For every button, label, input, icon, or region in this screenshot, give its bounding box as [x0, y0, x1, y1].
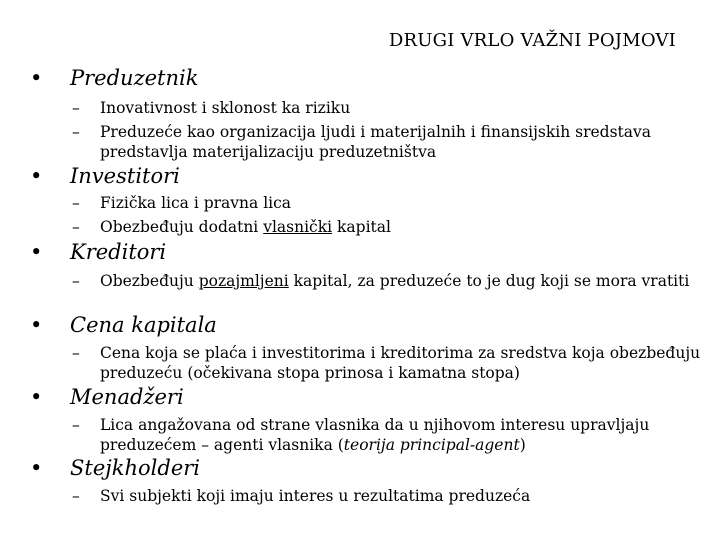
sub-item	[72, 343, 702, 383]
text-run: Lica angažovana od strane vlasnika da u njihovom interesu upravljaju preduzećem – agenti vlasnika (	[100, 416, 650, 454]
dash-icon: –	[72, 272, 80, 290]
topic-investitori	[30, 164, 180, 188]
sub-item-text: Inovativnost i sklonost ka riziku	[100, 99, 351, 117]
sub-item-text	[72, 415, 702, 455]
sub-item	[72, 98, 702, 118]
topic-heading: Menadžeri	[70, 385, 184, 409]
topic-stejkholderi	[30, 456, 200, 480]
text-run: Obezbeđuju	[100, 272, 199, 290]
underlined-term: vlasnički	[263, 218, 333, 236]
underlined-term: pozajmljeni	[198, 272, 289, 290]
dash-icon: –	[72, 123, 80, 141]
dash-icon: –	[72, 218, 80, 236]
sub-item-text	[72, 217, 702, 237]
topic-heading: Kreditori	[70, 240, 167, 264]
sub-item-text: Cena koja se plaća i investitorima i kreditorima za sredstva koja obezbeđuju preduzeću (očekivana stopa prinosa i kamatna stopa)	[100, 344, 701, 382]
text-run: )	[519, 436, 526, 454]
bullet-icon: •	[30, 385, 43, 409]
dash-icon: –	[72, 344, 80, 362]
sub-item	[72, 122, 702, 162]
dash-icon: –	[72, 487, 80, 505]
bullet-icon: •	[30, 240, 43, 264]
sub-item	[72, 415, 702, 455]
bullet-icon: •	[30, 164, 43, 188]
sub-item-text: Svi subjekti koji imaju interes u rezultatima preduzeća	[100, 487, 531, 505]
sub-item	[72, 193, 702, 213]
topic-heading: Preduzetnik	[70, 66, 199, 90]
topic-menadzeri	[30, 385, 184, 409]
topic-kreditori	[30, 240, 166, 264]
bullet-icon: •	[30, 313, 43, 337]
bullet-icon: •	[30, 66, 43, 90]
dash-icon: –	[72, 194, 80, 212]
dash-icon: –	[72, 99, 80, 117]
topic-heading: Cena kapitala	[70, 313, 217, 337]
topic-heading: Investitori	[70, 164, 180, 188]
sub-item	[72, 486, 702, 506]
sub-item-text: Fizička lica i pravna lica	[100, 194, 292, 212]
italic-term: teorija principal-agent	[343, 436, 520, 454]
text-run: kapital	[332, 218, 391, 236]
sub-item	[72, 271, 702, 291]
slide-title: DRUGI VRLO VAŽNI POJMOVI	[388, 30, 676, 51]
sub-item-text	[72, 271, 702, 291]
topic-cena-kapitala	[30, 313, 217, 337]
topic-preduzetnik	[30, 66, 198, 90]
text-run: Obezbeđuju dodatni	[100, 218, 264, 236]
dash-icon: –	[72, 416, 80, 434]
sub-item	[72, 217, 702, 237]
sub-item-text: Preduzeće kao organizacija ljudi i materijalnih i finansijskih sredstava predstavlja materijalizaciju preduzetništva	[100, 123, 652, 161]
topic-heading: Stejkholderi	[70, 456, 200, 480]
bullet-icon: •	[30, 456, 43, 480]
text-run: kapital, za preduzeće to je dug koji se mora vratiti	[288, 272, 690, 290]
